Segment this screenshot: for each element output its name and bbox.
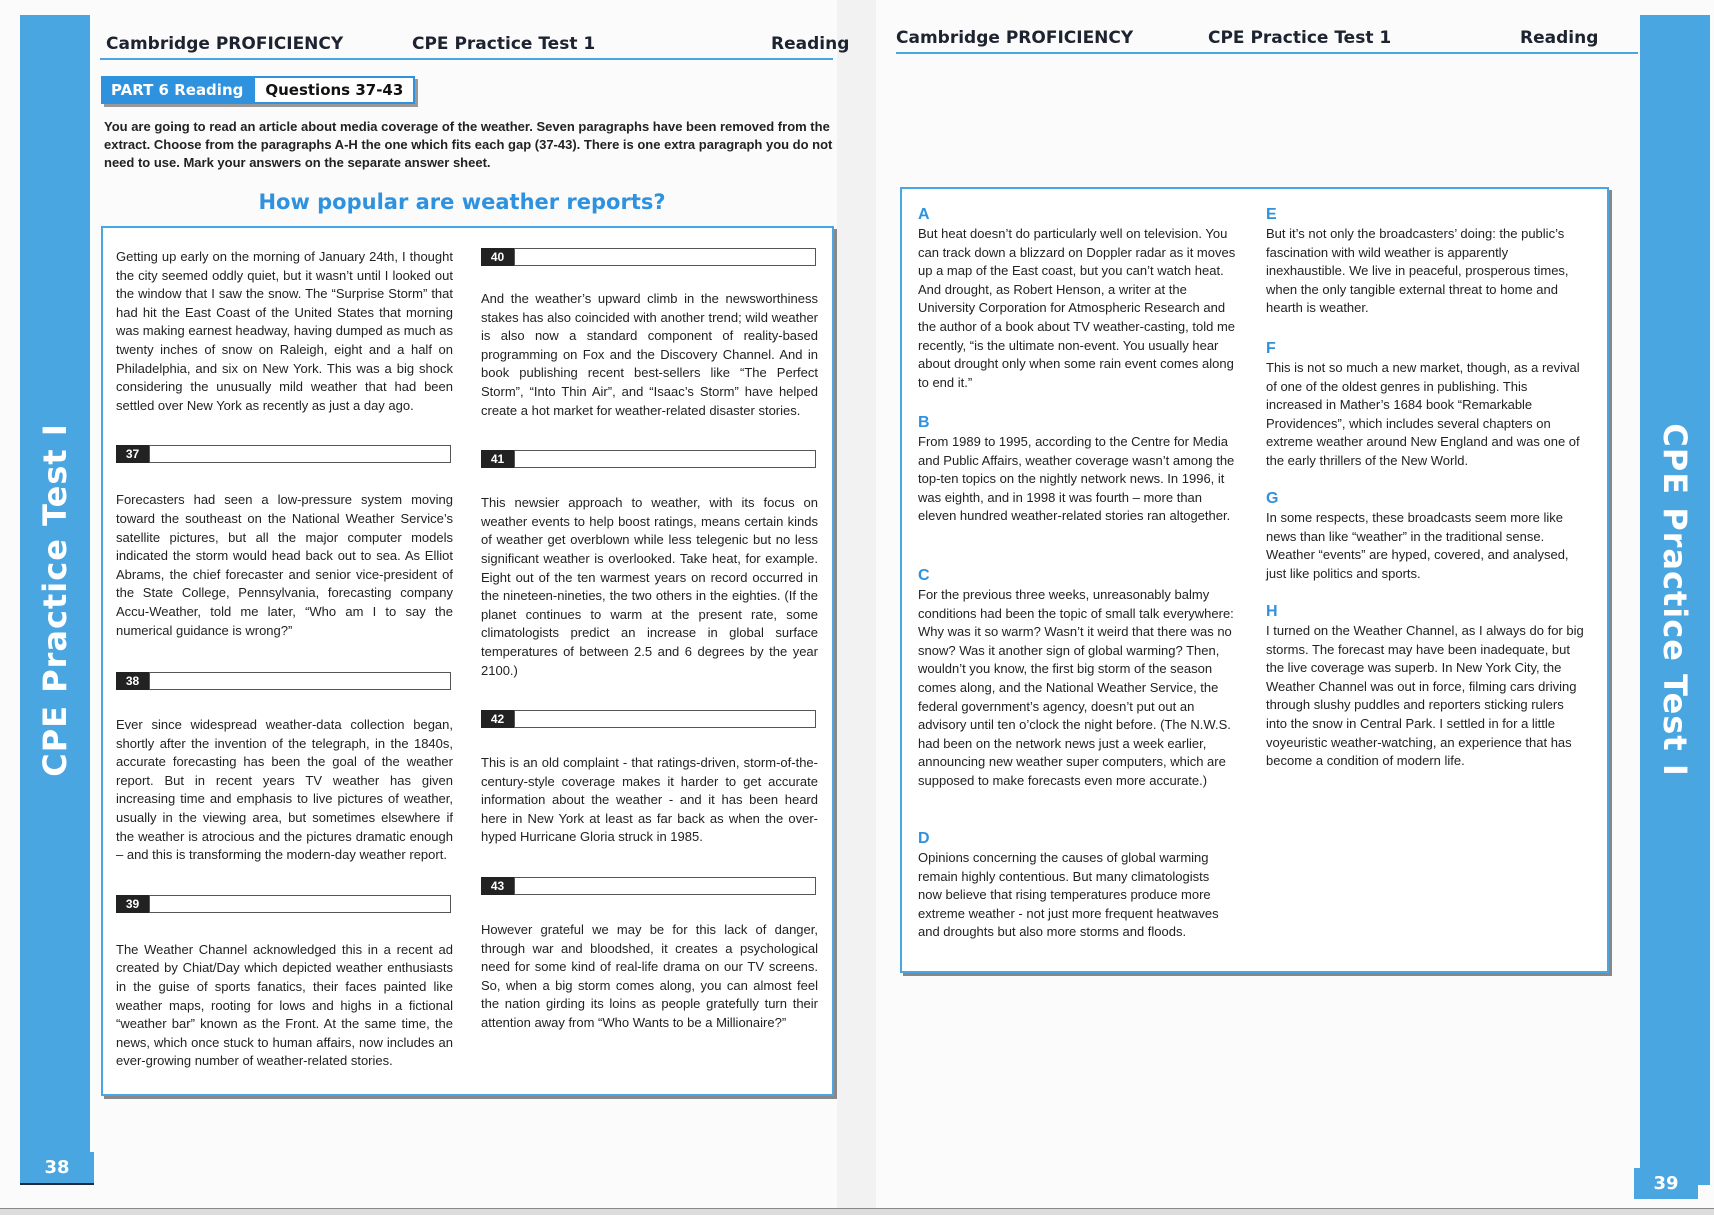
- gap-number: 39: [116, 895, 149, 913]
- gap-39[interactable]: [116, 895, 453, 913]
- option-text: I turned on the Weather Channel, as I always do for big storms. The forecast may have been inadequate, but the live coverage was superb. In New York City, the Weather Channel was out in force, filming cars driving through slushy puddles and reporters sticking rulers into the snow in Central Park. I settled in for a little voyeuristic weather-watching, an experience that has become a condition of modern life.: [1266, 623, 1584, 769]
- header-test: CPE Practice Test 1: [412, 34, 596, 54]
- gap-answer-line: [149, 672, 451, 690]
- part-label: PART 6 Reading: [101, 76, 253, 104]
- gap-42[interactable]: [481, 710, 818, 728]
- questions-label: Questions 37-43: [253, 76, 415, 104]
- side-band-label: CPE Practice Test I: [1656, 423, 1694, 777]
- option-b: [918, 413, 1236, 526]
- gap-answer-line: [149, 445, 451, 463]
- option-text: For the previous three weeks, unreasonably balmy conditions had been the topic of small talk everywhere: Why was it so warm? Wasn’t it weird that there was no snow? Was it another sign of global warming? Then, wouldn’t you know, the first big storm of the season comes along, and the National Weather Service, the federal government’s agency, doesn’t put out an advisory until ten o’clock the night before. (The N.W.S. had been on the network news just a week earlier, announcing new weather super computers, which are supposed to make forecasts even more accurate.): [918, 587, 1234, 788]
- gap-number: 42: [481, 710, 514, 728]
- gap-37[interactable]: [116, 445, 453, 463]
- option-text: From 1989 to 1995, according to the Centre for Media and Public Affairs, weather coverage wasn’t among the top-ten topics on the nightly network news. In 1996, it was eighth, and in 1998 it was fourth – more than eleven hundred weather-related stories ran altogether.: [918, 434, 1235, 524]
- bottom-edge: [0, 1208, 1714, 1215]
- article-title: How popular are weather reports?: [258, 190, 666, 214]
- option-letter: A: [918, 206, 930, 223]
- option-h: [1266, 602, 1586, 771]
- gap-answer-line: [514, 248, 816, 266]
- option-letter: H: [1266, 603, 1278, 620]
- option-c: [918, 566, 1236, 791]
- article-paragraph: Ever since widespread weather-data collection began, shortly after the invention of the telegraph, in the 1840s, accurate forecasting has been the goal of the weather report. But in recent years TV weather has given increasing time and emphasis to live pictures of weather, usually in the viewing area, but sometimes elsewhere if the weather is atrocious and the pictures dramatic enough – and this is transforming the modern-day weather report.: [116, 717, 453, 863]
- article-paragraph: However grateful we may be for this lack of danger, through war and bloodshed, it creates a psychological need for some kind of real-life drama on our TV screens. So, when a big storm comes along, you can almost feel the nation girding its loins as people gratefully turn their attention away from “Who Wants to be a Millionaire?”: [481, 922, 818, 1031]
- article-paragraph: The Weather Channel acknowledged this in a recent ad created by Chiat/Day which depicted weather enthusiasts in the guise of sports fanatics, their faces painted like weather maps, rooting for lows and highs in a fictional “weather bar” known as the Front. At the same time, the news, which once stuck to human affairs, now includes an ever-growing number of weather-related stories.: [116, 941, 453, 1069]
- article-paragraph: This is an old complaint - that ratings-driven, storm-of-the-century-style coverage makes it harder to get accurate information about the weather - and it has been heard here in New York at least as far back as when the over-hyped Hurricane Gloria struck in 1985.: [481, 755, 818, 845]
- article-paragraph: Getting up early on the morning of January 24th, I thought the city seemed oddly quiet, but it wasn’t until I looked out the window that I saw the snow. The “Surprise Storm” that had hit the East Coast of the United States that morning was making earnest headway, having dumped as much as twenty inches of snow on Raleigh, eight and a half on Philadelphia, and six on New York. This was a big shock considering the unusually mild weather that had been settled over New York as recently as just a day ago.: [116, 249, 453, 413]
- article-paragraph: This newsier approach to weather, with its focus on weather events to help boost ratings, means certain kinds of weather get overblown while less telegenic but no less significant weather is overlooked. Take heat, for example. Eight out of the ten warmest years on record occurred in the nineteen-nineties, the two others in the eighties. (If the planet continues to warm at the present rate, some climatologists predict an increase in global surface temperatures of between 2.5 and 6 degrees by the year 2100.): [481, 495, 818, 678]
- gap-number: 37: [116, 445, 149, 463]
- part-tab: [101, 76, 415, 104]
- header-series: Cambridge PROFICIENCY: [896, 28, 1134, 48]
- gap-41[interactable]: [481, 450, 818, 468]
- option-letter: C: [918, 567, 930, 584]
- gap-40[interactable]: [481, 248, 818, 266]
- gap-number: 38: [116, 672, 149, 690]
- option-text: But it’s not only the broadcasters’ doing: the public’s fascination with wild weather is apparently inexhaustible. We live in peaceful, prosperous times, when the only tangible external threat to home and hearth is weather.: [1266, 226, 1569, 316]
- article-paragraph: Forecasters had seen a low-pressure system moving toward the southeast on the National Weather Service’s satellite pictures, but all the major computer models indicated the storm would head back out to sea. As Elliot Abrams, the chief forecaster and senior vice-president of the State College, Pennsylvania, forecasting company Accu-Weather, told me later, “Who am I to say the numerical guidance is wrong?”: [116, 492, 453, 638]
- gap-answer-line: [514, 450, 816, 468]
- gap-38[interactable]: [116, 672, 453, 690]
- gap-43[interactable]: [481, 877, 818, 895]
- gap-number: 41: [481, 450, 514, 468]
- article-box: [101, 226, 834, 1096]
- gap-answer-line: [514, 710, 816, 728]
- left-side-band: [20, 15, 90, 1185]
- header-series: Cambridge PROFICIENCY: [106, 34, 344, 54]
- option-e: [1266, 205, 1586, 318]
- right-side-band: [1640, 15, 1710, 1185]
- option-text: But heat doesn’t do particularly well on television. You can track down a blizzard on Doppler radar as it moves up a map of the East coast, but you can’t watch heat. And drought, as Robert Henson, a writer at the University Corporation for Atmospheric Research and the author of a book about TV weather-casting, told me recently, “is the ultimate non-event. You usually hear about drought only when some rain event comes along to end it.”: [918, 226, 1236, 390]
- gap-number: 40: [481, 248, 514, 266]
- option-text: This is not so much a new market, though, as a revival of one of the oldest genres in publishing. This increased in Mather’s 1684 book “Remarkable Providences”, which includes several chapters on extreme weather around New England and was one of the early thrillers of the New World.: [1266, 360, 1580, 468]
- page-number: 39: [1634, 1168, 1698, 1199]
- article-column-left: [116, 248, 453, 1071]
- option-letter: F: [1266, 340, 1276, 357]
- side-band-label: CPE Practice Test I: [36, 423, 74, 777]
- option-text: In some respects, these broadcasts seem more like news than like “weather” in the traditional sense. Weather “events” are hyped, covered, and analysed, just like politics and sports.: [1266, 510, 1569, 581]
- header-test: CPE Practice Test 1: [1208, 28, 1392, 48]
- gap-number: 43: [481, 877, 514, 895]
- option-a: [918, 205, 1236, 392]
- options-box: [900, 187, 1609, 973]
- gap-answer-line: [514, 877, 816, 895]
- option-g: [1266, 489, 1586, 583]
- gap-answer-line: [149, 895, 451, 913]
- header-section: Reading: [1520, 28, 1599, 48]
- option-f: [1266, 339, 1586, 471]
- option-letter: D: [918, 830, 930, 847]
- article-paragraph: And the weather’s upward climb in the newsworthiness stakes has also coincided with another trend; wild weather is also now a standard component of reality-based programming on Fox and the Discovery Channel. And in book publishing recent best-sellers like “The Perfect Storm”, “Into Thin Air”, and “Isaac’s Storm” have helped create a hot market for weather-related disaster stories.: [481, 291, 818, 418]
- left-running-header: [100, 32, 850, 60]
- page-number: 38: [20, 1152, 94, 1185]
- option-letter: E: [1266, 206, 1277, 223]
- option-text: Opinions concerning the causes of global warming remain highly contentious. But many climatologists now believe that rising temperatures produce more extreme weather - not just more frequent heatwaves and droughts but also more storms and floods.: [918, 850, 1219, 940]
- option-letter: B: [918, 414, 930, 431]
- article-column-right: [481, 248, 818, 1033]
- right-running-header: [896, 26, 1638, 54]
- header-section: Reading: [771, 34, 850, 54]
- instructions: You are going to read an article about media coverage of the weather. Seven paragraphs have been removed from the extract. Choose from the paragraphs A-H the one which fits each gap (37-43). There is one extra paragraph you do not need to use. Mark your answers on the separate answer sheet.: [104, 119, 833, 170]
- option-d: [918, 829, 1236, 942]
- option-letter: G: [1266, 490, 1279, 507]
- page-spine: [837, 0, 876, 1208]
